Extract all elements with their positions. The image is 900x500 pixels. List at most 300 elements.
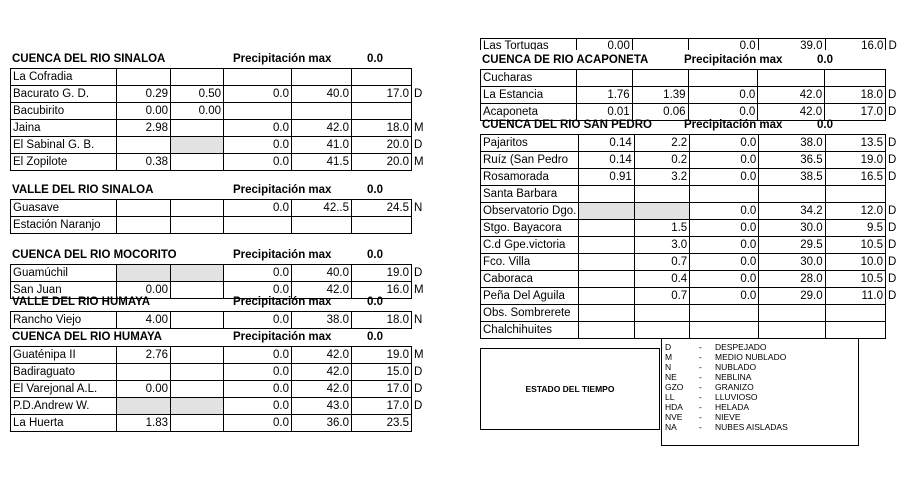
cell-c4: 41.5 bbox=[292, 154, 352, 171]
table-row bbox=[481, 152, 900, 169]
cell-c1 bbox=[579, 254, 634, 271]
cell-c2 bbox=[171, 200, 224, 217]
cell-c3: 0.0 bbox=[224, 312, 292, 329]
cell-c4 bbox=[758, 70, 825, 87]
partial-table bbox=[480, 38, 900, 50]
station-name: Obs. Sombrerete bbox=[481, 305, 579, 322]
table-row bbox=[11, 217, 426, 234]
station-table bbox=[10, 311, 426, 329]
weather-code: D bbox=[887, 153, 897, 166]
cell-c5 bbox=[825, 186, 885, 203]
cell-c4: 40.0 bbox=[292, 86, 352, 103]
station-name: Guamúchil bbox=[11, 265, 117, 282]
precipitation-value: 0.0 bbox=[367, 53, 383, 65]
legend-dash: - bbox=[699, 362, 702, 372]
weather-code: D bbox=[414, 138, 423, 151]
cell-c2: 1.5 bbox=[634, 220, 689, 237]
legend-label: DESPEJADO bbox=[715, 342, 767, 352]
legend-item bbox=[665, 422, 858, 432]
section-title: CUENCA DEL RIO SAN PEDRO bbox=[482, 119, 652, 131]
cell-c4 bbox=[759, 186, 825, 203]
weather-code bbox=[412, 415, 427, 432]
cell-c4: 42..5 bbox=[292, 200, 352, 217]
weather-code: D bbox=[414, 399, 423, 412]
cell-c5: 18.0 bbox=[352, 312, 412, 329]
station-name: La Cofradia bbox=[11, 69, 117, 86]
cell-c1: 0.01 bbox=[576, 104, 632, 121]
station-name: El Varejonal A.L. bbox=[11, 381, 117, 398]
station-table bbox=[10, 199, 426, 234]
cell-c1 bbox=[576, 70, 632, 87]
cell-c5: 18.0 bbox=[825, 87, 886, 104]
section-cuenca-del-rio-humaya bbox=[10, 330, 427, 432]
legend-item bbox=[665, 342, 858, 352]
cell-c2 bbox=[632, 39, 688, 51]
cell-c4: 36.0 bbox=[292, 415, 352, 432]
cell-c3: 0.0 bbox=[690, 135, 759, 152]
cell-c3 bbox=[690, 322, 759, 339]
station-name: C.d Gpe.victoria bbox=[481, 237, 579, 254]
estado-del-tiempo-box bbox=[480, 348, 660, 430]
cell-c4: 42.0 bbox=[758, 104, 825, 121]
section-cuenca-del-rio-sinaloa bbox=[10, 52, 427, 171]
partial-row-las-tortugas bbox=[480, 38, 900, 50]
cell-c5: 18.0 bbox=[352, 120, 412, 137]
cell-c1: 0.14 bbox=[579, 152, 634, 169]
table-row bbox=[481, 87, 900, 104]
cell-c4: 38.0 bbox=[759, 135, 825, 152]
cell-c5: 17.0 bbox=[825, 104, 886, 121]
cell-c2 bbox=[634, 322, 689, 339]
cell-c4: 30.0 bbox=[759, 254, 825, 271]
cell-c5 bbox=[825, 70, 886, 87]
cell-c5: 20.0 bbox=[352, 137, 412, 154]
cell-c3: 0.0 bbox=[688, 39, 758, 51]
cell-c4: 42.0 bbox=[292, 381, 352, 398]
cell-c2: 2.2 bbox=[634, 135, 689, 152]
cell-c4: 38.5 bbox=[759, 169, 825, 186]
weather-code: M bbox=[414, 121, 424, 134]
section-valle-del-rio-humaya bbox=[10, 295, 426, 329]
cell-c1: 4.00 bbox=[117, 312, 171, 329]
legend-item bbox=[665, 412, 858, 422]
section-header bbox=[10, 183, 426, 199]
weather-code bbox=[885, 305, 899, 322]
station-table bbox=[480, 69, 900, 121]
cell-c3: 0.0 bbox=[688, 104, 758, 121]
table-row bbox=[11, 120, 427, 137]
cell-c4: 36.5 bbox=[759, 152, 825, 169]
cell-c5: 15.0 bbox=[352, 364, 412, 381]
cell-c2 bbox=[171, 265, 224, 282]
weather-code: D bbox=[887, 289, 897, 302]
legend-code: GZO bbox=[665, 382, 684, 392]
weather-code bbox=[412, 103, 427, 120]
weather-code: D bbox=[414, 382, 423, 395]
cell-c3 bbox=[224, 103, 292, 120]
precipitation-label: Precipitación max bbox=[684, 54, 783, 66]
legend-label: GRANIZO bbox=[715, 382, 754, 392]
cell-c2 bbox=[171, 312, 224, 329]
cell-c4: 28.0 bbox=[759, 271, 825, 288]
station-name: Pajaritos bbox=[481, 135, 579, 152]
legend-dash: - bbox=[699, 392, 702, 402]
cell-c2 bbox=[171, 381, 224, 398]
cell-c4: 42.0 bbox=[292, 120, 352, 137]
station-name: Chalchihuites bbox=[481, 322, 579, 339]
weather-code: M bbox=[414, 155, 424, 168]
cell-c3: 0.0 bbox=[690, 169, 759, 186]
cell-c5: 10.0 bbox=[825, 254, 885, 271]
legend-code: D bbox=[665, 342, 672, 352]
cell-c3 bbox=[690, 186, 759, 203]
cell-c5: 9.5 bbox=[825, 220, 885, 237]
section-header bbox=[10, 295, 426, 311]
station-table bbox=[10, 264, 426, 299]
estado-del-tiempo-title: ESTADO DEL TIEMPO bbox=[525, 384, 615, 394]
cell-c2 bbox=[634, 186, 689, 203]
cell-c1: 0.14 bbox=[579, 135, 634, 152]
cell-c5: 20.0 bbox=[352, 154, 412, 171]
cell-c4: 34.2 bbox=[759, 203, 825, 220]
cell-c5: 13.5 bbox=[825, 135, 885, 152]
cell-c2 bbox=[171, 217, 224, 234]
weather-code: D bbox=[887, 88, 897, 101]
cell-c3: 0.0 bbox=[224, 282, 292, 299]
cell-c1: 0.00 bbox=[576, 39, 632, 51]
table-row bbox=[11, 381, 427, 398]
legend-code: NE bbox=[665, 372, 677, 382]
cell-c5: 24.5 bbox=[352, 200, 412, 217]
section-title: VALLE DEL RIO SINALOA bbox=[12, 184, 154, 196]
legend-item bbox=[665, 372, 858, 382]
precipitation-value: 0.0 bbox=[367, 184, 383, 196]
cell-c1 bbox=[117, 69, 171, 86]
weather-code bbox=[412, 69, 427, 86]
legend-dash: - bbox=[699, 412, 702, 422]
cell-c4 bbox=[292, 103, 352, 120]
cell-c1: 0.29 bbox=[117, 86, 171, 103]
cell-c3: 0.0 bbox=[690, 254, 759, 271]
cell-c4 bbox=[292, 69, 352, 86]
table-row bbox=[11, 137, 427, 154]
cell-c2 bbox=[171, 415, 224, 432]
station-name: Bacubirito bbox=[11, 103, 117, 120]
weather-code bbox=[412, 217, 426, 234]
cell-c3: 0.0 bbox=[690, 152, 759, 169]
legend-dash: - bbox=[699, 402, 702, 412]
station-name: Ruíz (San Pedro bbox=[481, 152, 579, 169]
cell-c4: 42.0 bbox=[292, 347, 352, 364]
legend-label: NEBLINA bbox=[715, 372, 752, 382]
cell-c1 bbox=[579, 288, 634, 305]
station-name: Stgo. Bayacora bbox=[481, 220, 579, 237]
legend-code: N bbox=[665, 362, 672, 372]
station-name: La Huerta bbox=[11, 415, 117, 432]
cell-c1: 0.00 bbox=[117, 282, 171, 299]
cell-c5: 10.5 bbox=[825, 271, 885, 288]
table-row bbox=[481, 237, 900, 254]
station-name: Guaténipa II bbox=[11, 347, 117, 364]
section-header bbox=[10, 330, 427, 346]
table-row bbox=[11, 398, 427, 415]
cell-c5: 16.5 bbox=[825, 169, 885, 186]
cell-c3: 0.0 bbox=[224, 154, 292, 171]
cell-c3 bbox=[224, 217, 292, 234]
table-row bbox=[481, 70, 900, 87]
cell-c1: 2.98 bbox=[117, 120, 171, 137]
legend-label: MEDIO NUBLADO bbox=[715, 352, 787, 362]
table-row bbox=[11, 200, 426, 217]
table-row bbox=[481, 39, 900, 51]
table-row bbox=[481, 305, 900, 322]
cell-c5: 12.0 bbox=[825, 203, 885, 220]
station-name: Observatorio Dgo. bbox=[481, 203, 579, 220]
table-row bbox=[481, 203, 900, 220]
cell-c1 bbox=[117, 398, 171, 415]
precipitation-label: Precipitación max bbox=[233, 331, 332, 343]
legend-item bbox=[665, 402, 858, 412]
legend-dash: - bbox=[699, 372, 702, 382]
cell-c2: 0.4 bbox=[634, 271, 689, 288]
cell-c5 bbox=[825, 322, 885, 339]
legend-code: NVE bbox=[665, 412, 683, 422]
cell-c2: 0.7 bbox=[634, 288, 689, 305]
cell-c5: 11.0 bbox=[825, 288, 885, 305]
cell-c4: 42.0 bbox=[292, 364, 352, 381]
table-row bbox=[11, 154, 427, 171]
station-table bbox=[10, 346, 427, 432]
cell-c5 bbox=[352, 103, 412, 120]
station-name: Estación Naranjo bbox=[11, 217, 117, 234]
table-row bbox=[11, 86, 427, 103]
legend-code: M bbox=[665, 352, 673, 362]
legend-label: NIEVE bbox=[715, 412, 741, 422]
precipitation-label: Precipitación max bbox=[233, 249, 332, 261]
cell-c4: 38.0 bbox=[292, 312, 352, 329]
cell-c2: 3.0 bbox=[634, 237, 689, 254]
legend-label: NUBLADO bbox=[715, 362, 757, 372]
station-name: Cucharas bbox=[481, 70, 577, 87]
cell-c5: 23.5 bbox=[352, 415, 412, 432]
legend-item bbox=[665, 382, 858, 392]
section-cuenca-del-rio-san-pedro bbox=[480, 118, 900, 339]
station-name: El Sabinal G. B. bbox=[11, 137, 117, 154]
cell-c2 bbox=[632, 70, 688, 87]
station-name: Badiraguato bbox=[11, 364, 117, 381]
weather-code: D bbox=[414, 87, 423, 100]
legend-dash: - bbox=[699, 382, 702, 392]
cell-c3: 0.0 bbox=[690, 237, 759, 254]
cell-c5: 16.0 bbox=[825, 39, 886, 51]
table-row bbox=[481, 169, 900, 186]
legend-code: LL bbox=[665, 392, 675, 402]
cell-c5: 17.0 bbox=[352, 86, 412, 103]
precipitation-label: Precipitación max bbox=[233, 184, 332, 196]
cell-c4: 42.0 bbox=[758, 87, 825, 104]
cell-c4: 29.5 bbox=[759, 237, 825, 254]
precipitation-label: Precipitación max bbox=[233, 53, 332, 65]
weather-code: D bbox=[887, 170, 897, 183]
cell-c3: 0.0 bbox=[224, 120, 292, 137]
station-name: P.D.Andrew W. bbox=[11, 398, 117, 415]
cell-c4: 29.0 bbox=[759, 288, 825, 305]
legend-code: HDA bbox=[665, 402, 683, 412]
cell-c3 bbox=[690, 305, 759, 322]
legend-label: LLUVIOSO bbox=[715, 392, 758, 402]
cell-c3: 0.0 bbox=[690, 203, 759, 220]
cell-c2 bbox=[171, 347, 224, 364]
cell-c5: 10.5 bbox=[825, 237, 885, 254]
precipitation-value: 0.0 bbox=[817, 119, 833, 131]
cell-c3 bbox=[688, 70, 758, 87]
precipitation-value: 0.0 bbox=[367, 296, 383, 308]
station-name: Bacurato G. D. bbox=[11, 86, 117, 103]
legend-item bbox=[665, 352, 858, 362]
weather-code: N bbox=[414, 313, 423, 326]
table-row bbox=[481, 254, 900, 271]
cell-c1: 2.76 bbox=[117, 347, 171, 364]
cell-c1 bbox=[117, 265, 171, 282]
cell-c3: 0.0 bbox=[224, 364, 292, 381]
table-row bbox=[11, 312, 426, 329]
cell-c1 bbox=[579, 203, 634, 220]
cell-c4: 43.0 bbox=[292, 398, 352, 415]
precipitation-value: 0.0 bbox=[367, 331, 383, 343]
station-name: Las Tortugas bbox=[481, 39, 577, 51]
cell-c4 bbox=[759, 322, 825, 339]
table-row bbox=[11, 69, 427, 86]
weather-code bbox=[885, 322, 899, 339]
cell-c2: 0.50 bbox=[171, 86, 224, 103]
section-header bbox=[480, 53, 900, 69]
station-name: Caboraca bbox=[481, 271, 579, 288]
cell-c5: 16.0 bbox=[352, 282, 412, 299]
legend-item bbox=[665, 362, 858, 372]
cell-c4: 41.0 bbox=[292, 137, 352, 154]
precipitation-value: 0.0 bbox=[367, 249, 383, 261]
cell-c5 bbox=[825, 305, 885, 322]
cell-c3: 0.0 bbox=[690, 220, 759, 237]
cell-c5 bbox=[352, 217, 412, 234]
station-name: Peña Del Aguila bbox=[481, 288, 579, 305]
cell-c4: 42.0 bbox=[292, 282, 352, 299]
precipitation-label: Precipitación max bbox=[684, 119, 783, 131]
weather-code bbox=[885, 186, 899, 203]
weather-code: D bbox=[887, 105, 897, 118]
cell-c2 bbox=[171, 364, 224, 381]
cell-c5: 17.0 bbox=[352, 398, 412, 415]
cell-c1: 0.00 bbox=[117, 103, 171, 120]
cell-c1: 1.83 bbox=[117, 415, 171, 432]
cell-c1 bbox=[117, 200, 171, 217]
station-name: Rancho Viejo bbox=[11, 312, 117, 329]
station-name: Acaponeta bbox=[481, 104, 577, 121]
legend-label: HELADA bbox=[715, 402, 750, 412]
station-name: La Estancia bbox=[481, 87, 577, 104]
station-table bbox=[10, 68, 427, 171]
table-row bbox=[11, 265, 426, 282]
cell-c3: 0.0 bbox=[224, 265, 292, 282]
cell-c2 bbox=[171, 120, 224, 137]
weather-code: D bbox=[414, 365, 423, 378]
section-title: CUENCA DE RIO ACAPONETA bbox=[482, 54, 649, 66]
table-row bbox=[11, 415, 427, 432]
cell-c1 bbox=[579, 186, 634, 203]
cell-c1 bbox=[117, 364, 171, 381]
table-row bbox=[11, 347, 427, 364]
section-header bbox=[480, 118, 900, 134]
weather-code: D bbox=[888, 39, 897, 50]
station-name: Rosamorada bbox=[481, 169, 579, 186]
cell-c3: 0.0 bbox=[224, 347, 292, 364]
table-row bbox=[481, 322, 900, 339]
weather-code: M bbox=[414, 283, 424, 296]
cell-c3: 0.0 bbox=[224, 398, 292, 415]
legend-dash: - bbox=[699, 422, 702, 432]
weather-code: D bbox=[887, 255, 897, 268]
station-table bbox=[480, 134, 900, 339]
cell-c1 bbox=[579, 305, 634, 322]
cell-c1 bbox=[579, 237, 634, 254]
cell-c1 bbox=[117, 217, 171, 234]
cell-c1 bbox=[117, 137, 171, 154]
table-row bbox=[481, 271, 900, 288]
cell-c3: 0.0 bbox=[690, 271, 759, 288]
station-name: Guasave bbox=[11, 200, 117, 217]
cell-c3: 0.0 bbox=[224, 137, 292, 154]
cell-c2: 0.2 bbox=[634, 152, 689, 169]
cell-c5 bbox=[352, 69, 412, 86]
section-title: CUENCA DEL RIO SINALOA bbox=[12, 53, 166, 65]
weather-code: D bbox=[414, 266, 423, 279]
cell-c1 bbox=[579, 271, 634, 288]
cell-c2 bbox=[634, 203, 689, 220]
cell-c3: 0.0 bbox=[224, 200, 292, 217]
table-row bbox=[11, 364, 427, 381]
table-row bbox=[481, 288, 900, 305]
section-title: CUENCA DEL RIO HUMAYA bbox=[12, 331, 162, 343]
weather-code: D bbox=[887, 238, 897, 251]
cell-c4 bbox=[759, 305, 825, 322]
weather-code: N bbox=[414, 201, 423, 214]
station-name: Fco. Villa bbox=[481, 254, 579, 271]
table-row bbox=[481, 135, 900, 152]
cell-c3: 0.0 bbox=[224, 415, 292, 432]
cell-c1 bbox=[579, 322, 634, 339]
weather-code bbox=[885, 70, 899, 87]
legend-item bbox=[665, 392, 858, 402]
cell-c1: 0.38 bbox=[117, 154, 171, 171]
cell-c2: 1.39 bbox=[632, 87, 688, 104]
table-row bbox=[481, 220, 900, 237]
section-cuenca-de-rio-acaponeta bbox=[480, 53, 900, 121]
cell-c2 bbox=[171, 154, 224, 171]
legend-label: NUBES AISLADAS bbox=[715, 422, 788, 432]
section-header bbox=[10, 52, 427, 68]
cell-c5: 19.0 bbox=[352, 347, 412, 364]
table-row bbox=[11, 103, 427, 120]
section-valle-del-rio-sinaloa bbox=[10, 183, 426, 234]
section-title: CUENCA DEL RIO MOCORITO bbox=[12, 249, 177, 261]
cell-c5: 17.0 bbox=[352, 381, 412, 398]
cell-c2 bbox=[171, 69, 224, 86]
weather-code: D bbox=[887, 136, 897, 149]
station-name: Santa Barbara bbox=[481, 186, 579, 203]
cell-c4: 40.0 bbox=[292, 265, 352, 282]
cell-c2: 3.2 bbox=[634, 169, 689, 186]
table-row bbox=[481, 186, 900, 203]
